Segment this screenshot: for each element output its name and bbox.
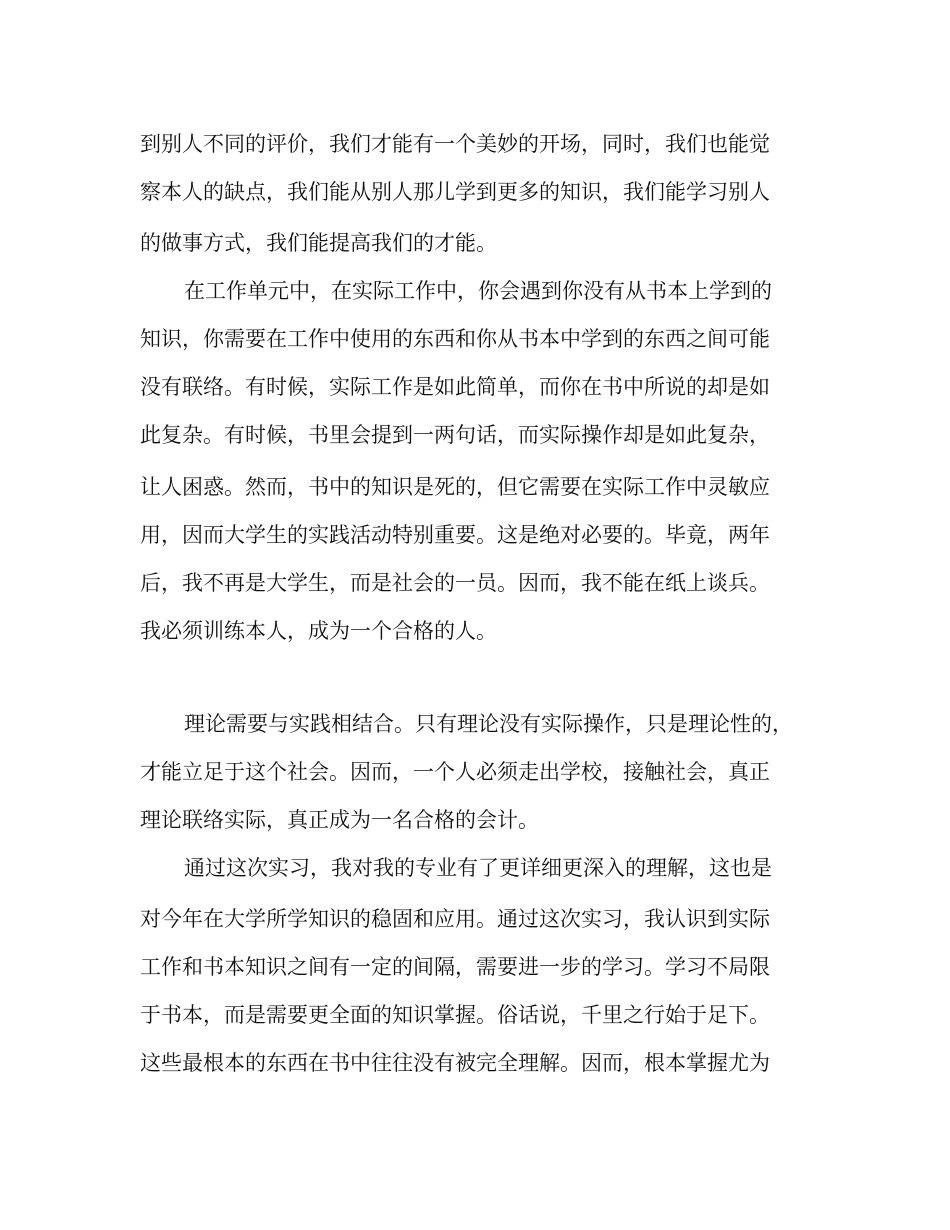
paragraph-line: 对今年在大学所学知识的稳固和应用。通过这次实习，我认识到实际 — [140, 907, 770, 931]
paragraph-line: 这些最根本的东西在书中往往没有被完全理解。因而，根本掌握尤为 — [140, 1051, 770, 1075]
paragraph-line: 察本人的缺点，我们能从别人那儿学到更多的知识，我们能学习别人 — [140, 180, 770, 204]
paragraph-line: 知识，你需要在工作中使用的东西和你从书本中学到的东西之间可能 — [140, 327, 770, 351]
paragraph-line: 在工作单元中，在实际工作中，你会遇到你没有从书本上学到的 — [184, 279, 772, 303]
paragraph-line: 于书本，而是需要更全面的知识掌握。俗话说，千里之行始于足下。 — [140, 1003, 770, 1027]
paragraph-line: 让人困惑。然而，书中的知识是死的，但它需要在实际工作中灵敏应 — [140, 475, 770, 499]
paragraph-line: 此复杂。有时候，书里会提到一两句话，而实际操作却是如此复杂， — [140, 423, 770, 447]
paragraph-line: 没有联络。有时候，实际工作是如此简单，而你在书中所说的却是如 — [140, 375, 770, 399]
paragraph-line: 理论需要与实践相结合。只有理论没有实际操作，只是理论性的， — [184, 712, 793, 736]
paragraph-line: 的做事方式，我们能提高我们的才能。 — [140, 231, 497, 255]
paragraph-line: 才能立足于这个社会。因而，一个人必须走出学校，接触社会，真正 — [140, 760, 770, 784]
paragraph-line: 我必须训练本人，成为一个合格的人。 — [140, 619, 497, 643]
paragraph-line: 到别人不同的评价，我们才能有一个美妙的开场，同时，我们也能觉 — [140, 132, 770, 156]
paragraph-line: 用，因而大学生的实践活动特别重要。这是绝对必要的。毕竟，两年 — [140, 523, 770, 547]
paragraph-line: 理论联络实际，真正成为一名合格的会计。 — [140, 808, 539, 832]
paragraph-line: 后，我不再是大学生，而是社会的一员。因而，我不能在纸上谈兵。 — [140, 571, 770, 595]
paragraph-line: 通过这次实习，我对我的专业有了更详细更深入的理解，这也是 — [184, 856, 772, 880]
paragraph-line: 工作和书本知识之间有一定的间隔，需要进一步的学习。学习不局限 — [140, 955, 770, 979]
